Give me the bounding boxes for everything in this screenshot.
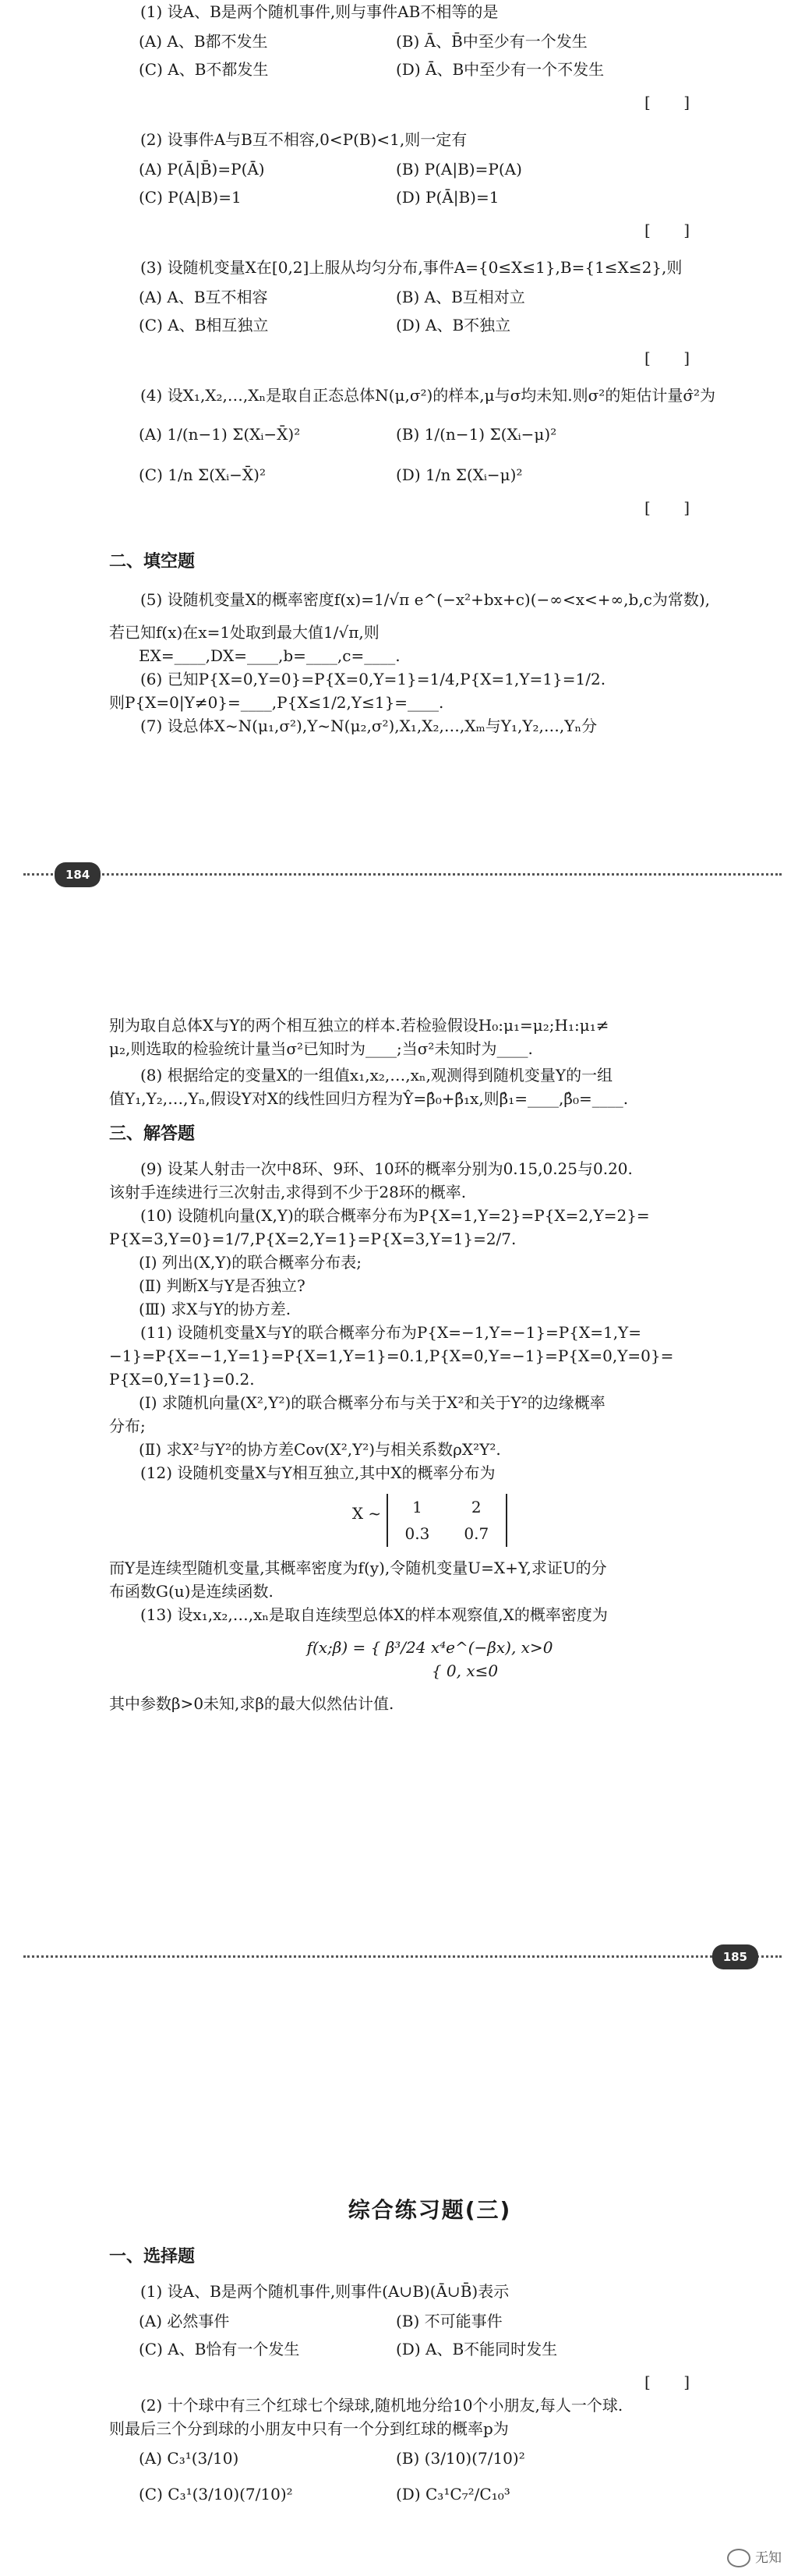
q13-formula-case2: { 0, x≤0: [431, 1661, 499, 1680]
q11-part-2: (Ⅱ) 求X²与Y²的协方差Cov(X²,Y²)与相关系数ρX²Y².: [139, 1440, 501, 1459]
q1-option-b: (B) Ā、B̄中至少有一个发生: [396, 32, 588, 51]
q1-option-a: (A) 必然事件: [139, 2312, 230, 2330]
question-7-start: [109, 714, 750, 738]
question-6: [109, 667, 750, 714]
q4-stem: (4) 设X₁,X₂,…,Xₙ是取自正态总体N(μ,σ²)的样本,μ与σ均未知.则σ²的矩估计量σ̂²为: [140, 386, 715, 405]
q9-line2: 该射手连续进行三次射击,求得到不少于28环的概率.: [109, 1183, 467, 1201]
page-number: 184: [55, 862, 101, 887]
q10-part-1: (Ⅰ) 列出(X,Y)的联合概率分布表;: [139, 1253, 362, 1272]
q13-density-formula: [109, 1636, 750, 1683]
question-13: [109, 1603, 750, 1715]
section-solve: 三、解答题: [109, 1124, 196, 1144]
question-3: [109, 256, 750, 370]
section-fill-in: 二、填空题: [109, 552, 196, 571]
q2-option-a: (A) P(Ā|B̄)=P(Ā): [139, 160, 265, 179]
q4-option-d: (D) 1/n Σ(Xᵢ−μ)²: [396, 465, 523, 484]
exercise-set-3: [0, 2152, 805, 2576]
q11-part-1: (Ⅰ) 求随机向量(X²,Y²)的联合概率分布与关于X²和关于Y²的边缘概率: [139, 1393, 606, 1412]
q3-option-b: (B) A、B互相对立: [396, 288, 525, 306]
q6-line2: 则P{X=0|Y≠0}=____,P{X≤1/2,Y≤1}=____.: [109, 693, 444, 712]
answer-bracket: [ ]: [644, 221, 704, 239]
q11-line3: P{X=0,Y=1}=0.2.: [109, 1370, 255, 1389]
q2-option-d: (D) P(Ā|B)=1: [396, 188, 500, 207]
q8-line1: (8) 根据给定的变量X的一组值x₁,x₂,…,xₙ,观测得到随机变量Y的一组: [140, 1066, 613, 1085]
q8-line2: 值Y₁,Y₂,…,Yₙ,假设Y对X的线性回归方程为Ŷ=β̂₀+β̂₁x,则β̂₁=____,β̂₀=____.: [109, 1089, 629, 1108]
q4-option-a: (A) 1/(n−1) Σ(Xᵢ−X̄)²: [139, 425, 301, 444]
q1-option-d: (D) Ā、B中至少有一个不发生: [396, 60, 605, 79]
page-number: 185: [712, 1944, 758, 1969]
q12-line3: 布函数G(u)是连续函数.: [109, 1582, 274, 1601]
q2-option-d: (D) C₃¹C₇²/C₁₀³: [396, 2485, 510, 2503]
q5-line3: EX=____,DX=____,b=____,c=____.: [139, 646, 401, 665]
q2-options: [139, 157, 750, 209]
table-row: [387, 1520, 507, 1547]
q1-option-c: (C) A、B恰有一个发生: [139, 2340, 300, 2358]
q12-distribution-matrix: [109, 1494, 750, 1547]
question-7-cont: [109, 1014, 750, 1060]
q1-option-d: (D) A、B不能同时发生: [396, 2340, 558, 2358]
q2-option-c: (C) P(A|B)=1: [139, 188, 242, 207]
q13-formula-case1: f(x;β) = { β³/24 x⁴e^(−βx), x>0: [306, 1638, 553, 1657]
page-184: [0, 0, 805, 865]
q3-stem: (3) 设随机变量X在[0,2]上服从均匀分布,事件A={0≤X≤1},B={1≤X≤2},则: [140, 258, 683, 277]
q6-line1: (6) 已知P{X=0,Y=0}=P{X=0,Y=1}=1/4,P{X=1,Y=1}=1/2.: [140, 670, 606, 688]
question-4: [109, 384, 750, 519]
question-1: [109, 0, 750, 114]
q12-line2: 而Y是连续型随机变量,其概率密度为f(y),令随机变量U=X+Y,求证U的分: [109, 1559, 607, 1577]
page-185: [0, 1014, 805, 2269]
q2-stem: (2) 设事件A与B互不相容,0<P(B)<1,则一定有: [140, 130, 468, 149]
question-10: [109, 1204, 750, 1321]
table-cell: 0.7: [464, 1524, 489, 1543]
q3-option-d: (D) A、B不独立: [396, 316, 511, 334]
q1-options: [139, 2309, 750, 2361]
q10-line2: P{X=3,Y=0}=1/7,P{X=2,Y=1}=P{X=3,Y=1}=2/7.: [109, 1230, 517, 1248]
table-row: [387, 1494, 507, 1520]
q4-option-c: (C) 1/n Σ(Xᵢ−X̄)²: [139, 465, 266, 484]
q2-options: [139, 2447, 750, 2506]
q1-option-c: (C) A、B不都发生: [139, 60, 269, 79]
answer-bracket: [ ]: [644, 498, 704, 517]
q2-option-a: (A) C₃¹(3/10): [139, 2449, 239, 2468]
answer-bracket: [ ]: [644, 93, 704, 111]
chapter-title: 综合练习题(三): [348, 2197, 512, 2223]
question-2: [109, 128, 750, 242]
table-cell: 1: [412, 1498, 422, 1516]
q12-line1: (12) 设随机变量X与Y相互独立,其中X的概率分布为: [140, 1463, 496, 1482]
table-cell: 0.3: [404, 1524, 430, 1543]
answer-bracket: [ ]: [644, 2373, 704, 2391]
q1-options: [139, 30, 750, 81]
q3-option-c: (C) A、B相互独立: [139, 316, 269, 334]
q1-stem: (1) 设A、B是两个随机事件,则与事件AB不相等的是: [140, 2, 499, 21]
answer-bracket: [ ]: [644, 349, 704, 367]
distribution-table: [387, 1494, 508, 1547]
q4-option-b: (B) 1/(n−1) Σ(Xᵢ−μ)²: [396, 425, 557, 444]
q2-option-b: (B) P(A|B)=P(A): [396, 160, 522, 179]
q2-line1: (2) 十个球中有三个红球七个绿球,随机地分给10个小朋友,每人一个球.: [140, 2396, 623, 2415]
question-5: [109, 588, 750, 667]
q1-stem: (1) 设A、B是两个随机事件,则事件(A∪B)(Ā∪B̄)表示: [140, 2282, 510, 2301]
table-cell: 2: [471, 1498, 482, 1516]
q1-option-a: (A) A、B都不发生: [139, 32, 268, 51]
q13-line1: (13) 设x₁,x₂,…,xₙ是取自连续型总体X的样本观察值,X的概率密度为: [140, 1605, 608, 1624]
q9-line1: (9) 设某人射击一次中8环、9环、10环的概率分别为0.15,0.25与0.20.: [140, 1159, 633, 1178]
q3-option-a: (A) A、B互不相容: [139, 288, 268, 306]
q3-options: [139, 285, 750, 337]
q4-options: [139, 423, 750, 487]
q2-option-b: (B) (3/10)(7/10)²: [396, 2449, 525, 2468]
q10-line1: (10) 设随机向量(X,Y)的联合概率分布为P{X=1,Y=2}=P{X=2,Y=2}=: [140, 1206, 650, 1225]
page-separator: [23, 1955, 782, 1958]
q2-option-c: (C) C₃¹(3/10)(7/10)²: [139, 2485, 293, 2503]
question-11: [109, 1321, 750, 1461]
q2-line2: 则最后三个分到球的小朋友中只有一个分到红球的概率p为: [109, 2419, 509, 2438]
q5-line2: 若已知f(x)在x=1处取到最大值1/√π,则: [109, 623, 380, 642]
watermark-text: 无知: [755, 2550, 782, 2566]
question-1: [109, 2280, 750, 2394]
q7-line2: 别为取自总体X与Y的两个相互独立的样本.若检验假设H₀:μ₁=μ₂;H₁:μ₁≠: [109, 1016, 609, 1035]
q10-part-3: (Ⅲ) 求X与Y的协方差.: [139, 1300, 291, 1318]
q5-line1: (5) 设随机变量X的概率密度f(x)=1/√π e^(−x²+bx+c)(−∞<x<+∞,b,c为常数),: [140, 590, 711, 609]
section-choice: 一、选择题: [109, 2247, 196, 2266]
q11-line2: −1}=P{X=−1,Y=1}=P{X=1,Y=1}=0.1,P{X=0,Y=−1}=P{X=0,Y=0}=: [109, 1346, 674, 1365]
q1-option-b: (B) 不可能事件: [396, 2312, 503, 2330]
q7-line1: (7) 设总体X~N(μ₁,σ²),Y~N(μ₂,σ²),X₁,X₂,…,Xₘ与Y₁,Y₂,…,Yₙ分: [140, 717, 598, 735]
watermark: [727, 2546, 782, 2570]
question-9: [109, 1157, 750, 1204]
question-12: [109, 1461, 750, 1603]
q10-part-2: (Ⅱ) 判断X与Y是否独立?: [139, 1276, 305, 1295]
page-separator: [23, 873, 782, 876]
q11-part-1-cont: 分布;: [109, 1417, 146, 1435]
q11-line1: (11) 设随机变量X与Y的联合概率分布为P{X=−1,Y=−1}=P{X=1,Y=: [140, 1323, 642, 1342]
q7-line3: μ₂,则选取的检验统计量当σ²已知时为____;当σ²未知时为____.: [109, 1039, 533, 1058]
q13-line2: 其中参数β>0未知,求β的最大似然估计值.: [109, 1694, 394, 1713]
wechat-icon: [727, 2549, 750, 2567]
q12-matrix-label: X ~: [351, 1504, 382, 1523]
question-2: [109, 2394, 750, 2506]
question-8: [109, 1063, 750, 1110]
